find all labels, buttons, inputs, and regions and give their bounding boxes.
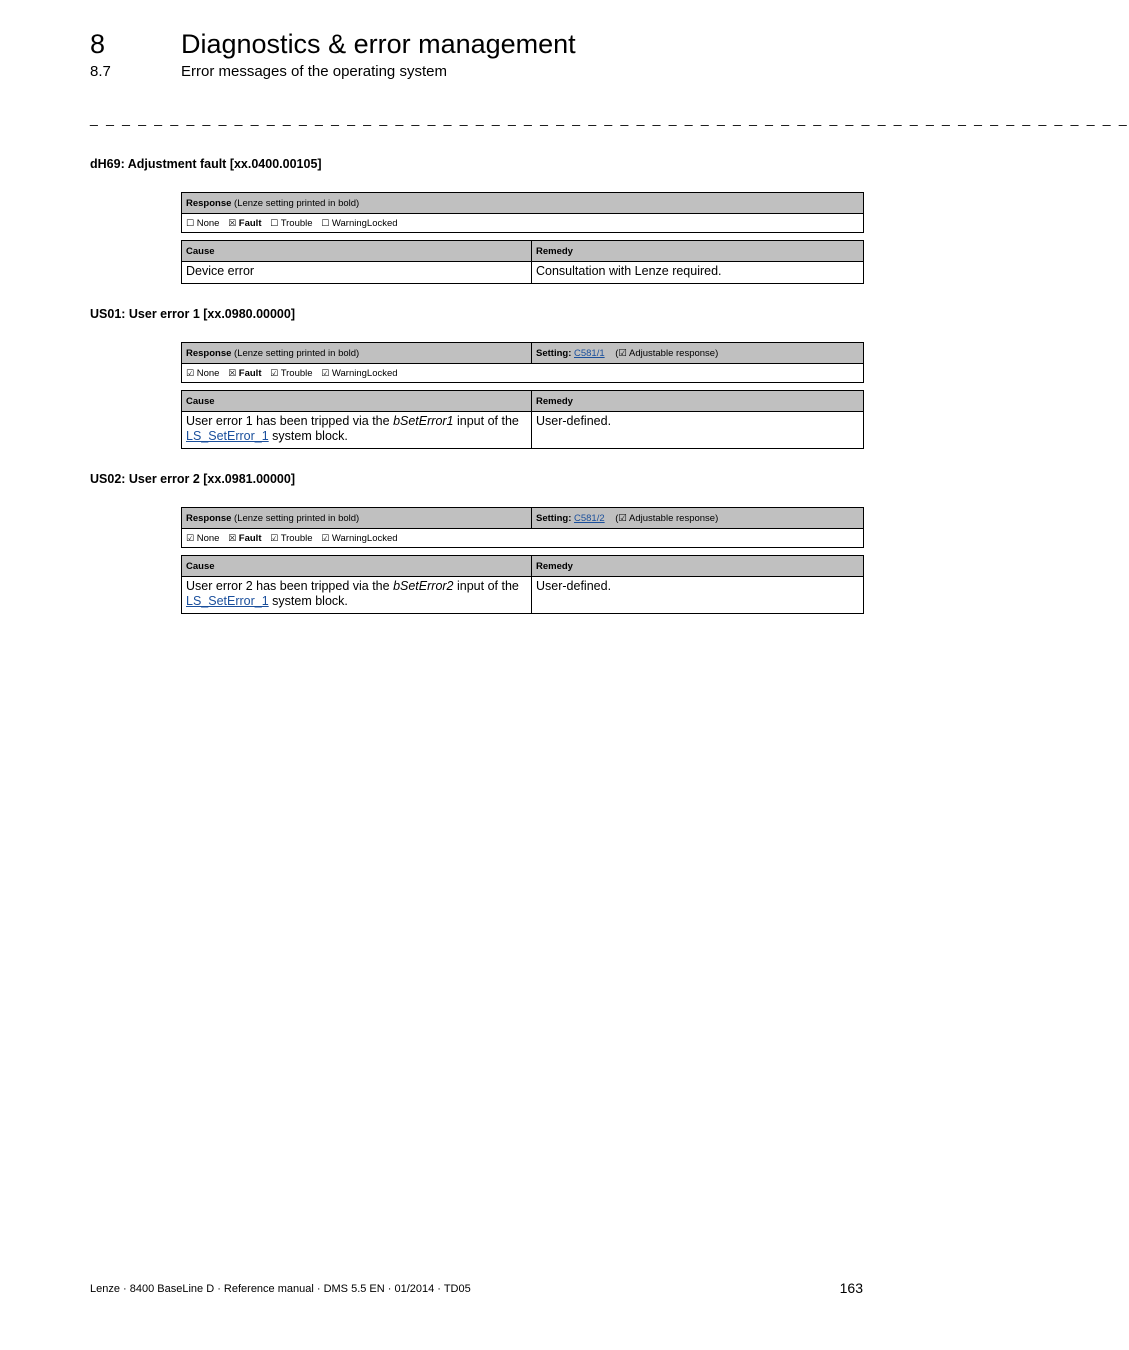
checkbox-fault: ☒	[228, 218, 237, 229]
cause-cell: Device error	[182, 262, 532, 284]
header-separator: _ _ _ _ _ _ _ _ _ _ _ _ _ _ _ _ _ _ _ _ _ _ _ _ _ _ _ _ _ _ _ _ _ _ _ _ _ _ _ _ _ _ _ _ _ _ _ _ _ _ _ _ _ _ _ _ _ _ _ _ _ _ _ _ _	[90, 110, 1129, 126]
checkbox-none: ☑	[186, 533, 195, 544]
setting-link-c581-1[interactable]: C581/1	[574, 347, 605, 359]
cause-header: Cause	[182, 391, 532, 412]
cause-remedy-table-us02	[181, 555, 864, 614]
checkbox-fault: ☒	[228, 533, 237, 544]
setting-link-c581-2[interactable]: C581/2	[574, 512, 605, 524]
remedy-cell: User-defined.	[532, 412, 864, 449]
remedy-header: Remedy	[532, 556, 864, 577]
response-table-dh69	[181, 192, 864, 233]
chapter-number: 8	[90, 29, 106, 59]
response-header: Response (Lenze setting printed in bold)	[182, 508, 532, 529]
footer-doc-info: Lenze · 8400 BaseLine D · Reference manual · DMS 5.5 EN · 01/2014 · TD05	[90, 1283, 471, 1295]
response-options: ☑ None ☒ Fault ☑ Trouble ☑ WarningLocked	[182, 529, 864, 548]
checkbox-trouble: ☐	[270, 218, 279, 229]
setting-header: Setting: C581/1 (☑ Adjustable response)	[532, 343, 864, 364]
section-title: Error messages of the operating system	[181, 63, 447, 80]
chapter-title: Diagnostics & error management	[181, 29, 576, 59]
cause-cell: User error 1 has been tripped via the bSetError1 input of the LS_SetError_1 system block.	[182, 412, 532, 449]
error-heading-us02: US02: User error 2 [xx.0981.00000]	[90, 472, 295, 486]
error-heading-us01: US01: User error 1 [xx.0980.00000]	[90, 307, 295, 321]
checkbox-none: ☑	[186, 368, 195, 379]
remedy-header: Remedy	[532, 241, 864, 262]
cause-remedy-table-dh69	[181, 240, 864, 284]
cause-cell: User error 2 has been tripped via the bSetError2 input of the LS_SetError_1 system block.	[182, 577, 532, 614]
ls-seterror-link[interactable]: LS_SetError_1	[186, 429, 269, 443]
setting-header: Setting: C581/2 (☑ Adjustable response)	[532, 508, 864, 529]
checkbox-warninglocked: ☑	[321, 368, 330, 379]
checkbox-trouble: ☑	[270, 368, 279, 379]
response-header: Response (Lenze setting printed in bold)	[182, 193, 864, 214]
remedy-cell: Consultation with Lenze required.	[532, 262, 864, 284]
section-number: 8.7	[90, 63, 111, 80]
checkbox-trouble: ☑	[270, 533, 279, 544]
checkbox-warninglocked: ☑	[321, 533, 330, 544]
response-table-us02	[181, 507, 864, 548]
response-options: ☑ None ☒ Fault ☑ Trouble ☑ WarningLocked	[182, 364, 864, 383]
remedy-header: Remedy	[532, 391, 864, 412]
response-table-us01	[181, 342, 864, 383]
remedy-cell: User-defined.	[532, 577, 864, 614]
cause-header: Cause	[182, 556, 532, 577]
cause-header: Cause	[182, 241, 532, 262]
checkbox-fault: ☒	[228, 368, 237, 379]
response-options: ☐ None ☒ Fault ☐ Trouble ☐ WarningLocked	[182, 214, 864, 233]
checkbox-none: ☐	[186, 218, 195, 229]
page-number: 163	[839, 1280, 863, 1296]
ls-seterror-link[interactable]: LS_SetError_1	[186, 594, 269, 608]
error-heading-dh69: dH69: Adjustment fault [xx.0400.00105]	[90, 157, 322, 171]
response-header: Response (Lenze setting printed in bold)	[182, 343, 532, 364]
checkbox-warninglocked: ☐	[321, 218, 330, 229]
cause-remedy-table-us01	[181, 390, 864, 449]
